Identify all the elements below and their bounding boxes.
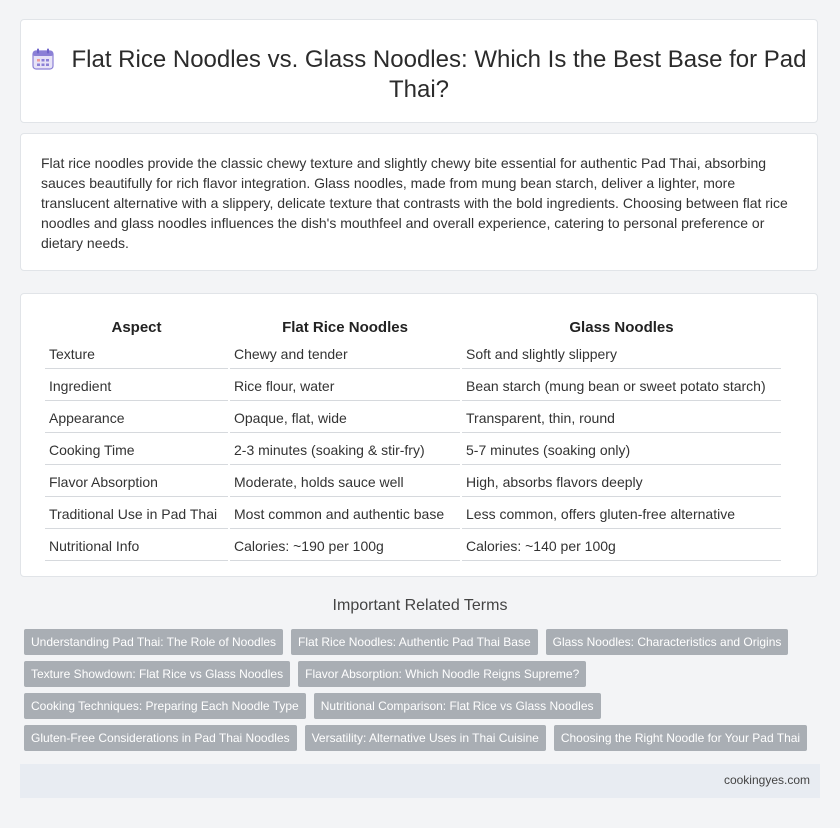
table-cell: Appearance xyxy=(45,403,228,433)
related-term-tag[interactable]: Understanding Pad Thai: The Role of Noodles xyxy=(24,629,283,655)
tag-row xyxy=(24,725,824,757)
table-cell: Less common, offers gluten-free alternative xyxy=(462,499,781,529)
table-cell: Bean starch (mung bean or sweet potato starch) xyxy=(462,371,781,401)
table-cell: 2-3 minutes (soaking & stir-fry) xyxy=(230,435,460,465)
related-term-tag[interactable]: Cooking Techniques: Preparing Each Noodle Type xyxy=(24,693,306,719)
footer xyxy=(20,764,820,798)
table-cell: Most common and authentic base xyxy=(230,499,460,529)
title-card xyxy=(20,19,818,123)
header-flat-rice: Flat Rice Noodles xyxy=(282,319,408,336)
table-row xyxy=(45,371,781,401)
table-cell: Ingredient xyxy=(45,371,228,401)
table-cell: Opaque, flat, wide xyxy=(230,403,460,433)
header-glass: Glass Noodles xyxy=(569,319,674,336)
calendar-icon xyxy=(32,48,54,70)
page-title-wrapper xyxy=(21,45,817,105)
table-row xyxy=(45,531,781,561)
table-cell: Nutritional Info xyxy=(45,531,228,561)
table-row xyxy=(45,435,781,465)
table-cell: High, absorbs flavors deeply xyxy=(462,467,781,497)
related-term-tag[interactable]: Glass Noodles: Characteristics and Origins xyxy=(546,629,789,655)
footer-site-link[interactable]: cookingyes.com xyxy=(723,773,810,787)
related-terms-heading: Important Related Terms xyxy=(332,597,508,614)
page-title: Flat Rice Noodles vs. Glass Noodles: Which Is the Best Base for Pad Thai? xyxy=(71,46,807,103)
related-term-tag[interactable]: Flat Rice Noodles: Authentic Pad Thai Base xyxy=(291,629,538,655)
table-cell: Chewy and tender xyxy=(230,339,460,369)
table-cell: Soft and slightly slippery xyxy=(462,339,781,369)
table-header-row xyxy=(45,316,781,337)
related-term-tag[interactable]: Texture Showdown: Flat Rice vs Glass Noodles xyxy=(24,661,290,687)
table-row xyxy=(45,499,781,529)
related-terms-list xyxy=(24,629,824,757)
related-term-tag[interactable]: Versatility: Alternative Uses in Thai Cuisine xyxy=(305,725,546,751)
related-term-tag[interactable]: Flavor Absorption: Which Noodle Reigns Supreme? xyxy=(298,661,586,687)
table-cell: Calories: ~140 per 100g xyxy=(462,531,781,561)
table-row xyxy=(45,403,781,433)
table-row xyxy=(45,467,781,497)
table-cell: Moderate, holds sauce well xyxy=(230,467,460,497)
related-term-tag[interactable]: Gluten-Free Considerations in Pad Thai Noodles xyxy=(24,725,297,751)
tag-row xyxy=(24,693,824,725)
header-aspect: Aspect xyxy=(111,319,162,336)
related-term-tag[interactable]: Nutritional Comparison: Flat Rice vs Glass Noodles xyxy=(314,693,601,719)
tag-row xyxy=(24,629,824,661)
table-cell: Transparent, thin, round xyxy=(462,403,781,433)
related-term-tag[interactable]: Choosing the Right Noodle for Your Pad Thai xyxy=(554,725,807,751)
intro-paragraph: Flat rice noodles provide the classic chewy texture and slightly chewy bite essential for authentic Pad Thai, absorbing sauces beautifully for rich flavor integration. Glass noodles, made from mung bean starch, deliver a lighter, more translucent alternative with a slippery, delicate texture that contrasts with the bold ingredients. Choosing between flat rice noodles and glass noodles influences the dish's mouthfeel and overall experience, catering to personal preference or dietary needs. xyxy=(41,155,788,251)
table-cell: Cooking Time xyxy=(45,435,228,465)
table-row xyxy=(45,339,781,369)
table-cell: Texture xyxy=(45,339,228,369)
comparison-card xyxy=(20,293,818,577)
table-cell: Calories: ~190 per 100g xyxy=(230,531,460,561)
table-cell: 5-7 minutes (soaking only) xyxy=(462,435,781,465)
table-cell: Flavor Absorption xyxy=(45,467,228,497)
comparison-table xyxy=(43,314,783,563)
tag-row xyxy=(24,661,824,693)
table-cell: Rice flour, water xyxy=(230,371,460,401)
table-cell: Traditional Use in Pad Thai xyxy=(45,499,228,529)
intro-card xyxy=(20,133,818,271)
